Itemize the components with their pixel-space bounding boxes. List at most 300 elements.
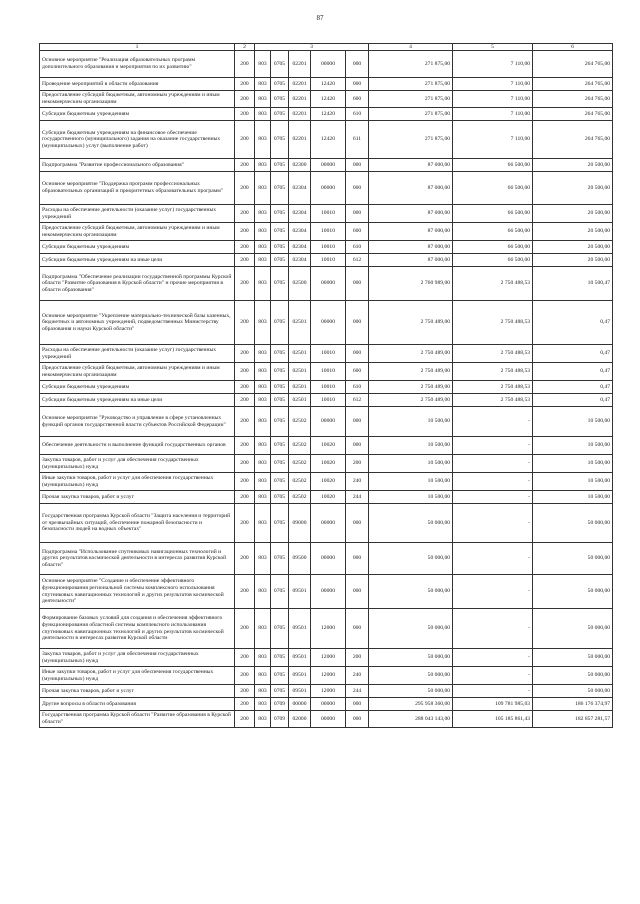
code-cs1: 09501 [289,649,311,667]
code-cs1: 02304 [289,223,311,241]
code-cs2: 12420 [311,78,346,91]
code-cs2: 10010 [311,381,346,394]
row-name: Обеспечение деятельности и выполнение функций государственных органов [40,437,235,455]
code-cs1: 02501 [289,381,311,394]
code-vr: 000 [346,51,369,78]
table-row [40,711,613,728]
amount-approved: 87 000,00 [369,172,453,205]
code-cs1: 02502 [289,407,311,437]
code-rz: 803 [255,543,271,575]
code-rz: 803 [255,51,271,78]
code-rz: 803 [255,78,271,91]
code-vr: 000 [346,78,369,91]
row-name: Субсидии бюджетным учреждениям на иные цели [40,394,235,407]
header-cell: 1 [40,44,235,51]
code-rz: 803 [255,609,271,649]
code-cs2: 00000 [311,51,346,78]
table-row [40,51,613,78]
code-cs2: 00000 [311,301,346,345]
code-cs2: 10010 [311,254,346,267]
amount-approved: 87 000,00 [369,223,453,241]
amount-executed: - [453,649,533,667]
code-rz: 803 [255,267,271,301]
code-rz: 803 [255,223,271,241]
code-cs1: 02500 [289,267,311,301]
amount-approved: 2 750 489,00 [369,301,453,345]
amount-remaining: 0,47 [533,301,613,345]
amount-remaining: 10 500,00 [533,437,613,455]
amount-remaining: 182 857 281,57 [533,711,613,728]
table-row [40,407,613,437]
table-row [40,575,613,609]
code-gr: 200 [235,381,255,394]
code-vr: 000 [346,407,369,437]
amount-remaining: 10 500,47 [533,267,613,301]
amount-executed: 109 781 985,03 [453,698,533,711]
table-row [40,363,613,381]
row-name: Предоставление субсидий бюджетным, автономным учреждениям и иным некоммерческим организациям [40,91,235,108]
amount-executed: 2 750 488,53 [453,301,533,345]
code-gr: 200 [235,575,255,609]
code-vr: 612 [346,394,369,407]
code-gr: 200 [235,51,255,78]
amount-remaining: 20 500,00 [533,172,613,205]
code-vr: 000 [346,159,369,172]
code-gr: 200 [235,504,255,543]
amount-executed: - [453,667,533,685]
code-vr: 000 [346,711,369,728]
code-cs2: 10020 [311,437,346,455]
code-cs1: 09501 [289,667,311,685]
table-row [40,267,613,301]
budget-table [39,43,613,728]
amount-remaining: 20 500,00 [533,205,613,223]
amount-executed: 66 500,00 [453,254,533,267]
code-vr: 240 [346,667,369,685]
amount-remaining: 50 000,00 [533,543,613,575]
code-cs1: 02304 [289,241,311,254]
code-cs2: 10010 [311,345,346,363]
amount-approved: 288 043 143,00 [369,711,453,728]
code-gr: 200 [235,254,255,267]
code-vr: 240 [346,473,369,491]
row-name: Предоставление субсидий бюджетным, автономным учреждениям и иным некоммерческим организациям [40,363,235,381]
amount-approved: 50 000,00 [369,575,453,609]
amount-remaining: 50 000,00 [533,649,613,667]
code-cs2: 10020 [311,473,346,491]
code-vr: 600 [346,223,369,241]
row-name: Подпрограмма "Развитие профессионального образования" [40,159,235,172]
amount-approved: 271 875,00 [369,108,453,121]
code-rz: 803 [255,698,271,711]
code-cs2: 10010 [311,241,346,254]
code-vr: 000 [346,575,369,609]
amount-approved: 87 000,00 [369,241,453,254]
code-gr: 200 [235,609,255,649]
amount-remaining: 264 765,00 [533,108,613,121]
amount-approved: 87 000,00 [369,254,453,267]
amount-remaining: 20 500,00 [533,159,613,172]
amount-remaining: 0,47 [533,381,613,394]
code-gr: 200 [235,455,255,473]
amount-executed: 7 110,00 [453,51,533,78]
row-name: Государственная программа Курской области "Развитие образования в Курской области" [40,711,235,728]
code-vr: 612 [346,254,369,267]
code-pr: 0709 [271,711,289,728]
code-vr: 610 [346,241,369,254]
code-rz: 803 [255,685,271,698]
code-pr: 0705 [271,121,289,159]
code-cs1: 02501 [289,301,311,345]
amount-executed: - [453,407,533,437]
amount-remaining: 264 765,00 [533,78,613,91]
row-name: Иные закупки товаров, работ и услуг для обеспечения государственных (муниципальных) нужд [40,473,235,491]
code-cs1: 02000 [289,711,311,728]
row-name: Субсидии бюджетным учреждениям [40,381,235,394]
code-vr: 000 [346,301,369,345]
code-vr: 200 [346,649,369,667]
code-gr: 200 [235,473,255,491]
code-pr: 0705 [271,407,289,437]
amount-remaining: 50 000,00 [533,609,613,649]
code-cs1: 09500 [289,543,311,575]
code-gr: 200 [235,345,255,363]
amount-executed: 2 750 488,53 [453,267,533,301]
row-name: Основное мероприятие "Поддержка программ профессиональных образовательных организаций и приоритетных образовательных программ" [40,172,235,205]
amount-remaining: 0,47 [533,394,613,407]
amount-approved: 87 000,00 [369,205,453,223]
amount-remaining: 10 500,00 [533,407,613,437]
code-cs1: 09501 [289,685,311,698]
code-gr: 200 [235,91,255,108]
table-row [40,491,613,504]
amount-approved: 10 500,00 [369,455,453,473]
code-pr: 0705 [271,301,289,345]
code-cs2: 12000 [311,685,346,698]
code-rz: 803 [255,108,271,121]
code-cs1: 02501 [289,345,311,363]
code-cs1: 02304 [289,254,311,267]
code-cs2: 10010 [311,394,346,407]
code-cs2: 10010 [311,223,346,241]
amount-remaining: 264 765,00 [533,91,613,108]
amount-executed: 2 750 488,53 [453,345,533,363]
code-pr: 0705 [271,473,289,491]
code-vr: 000 [346,543,369,575]
table-row [40,394,613,407]
code-pr: 0705 [271,159,289,172]
code-cs2: 00000 [311,267,346,301]
code-vr: 000 [346,437,369,455]
code-vr: 200 [346,455,369,473]
amount-remaining: 20 500,00 [533,254,613,267]
code-rz: 803 [255,363,271,381]
row-name: Основное мероприятие "Создание и обеспечение эффективного функционирования региональной системы комплексного использования спутниковых навигационных технологий и других результатов космической деятельности" [40,575,235,609]
code-rz: 803 [255,491,271,504]
amount-executed: - [453,685,533,698]
code-vr: 000 [346,609,369,649]
amount-remaining: 20 500,00 [533,241,613,254]
row-name: Прочая закупка товаров, работ и услуг [40,491,235,504]
amount-remaining: 50 000,00 [533,504,613,543]
table-row [40,241,613,254]
table-row [40,685,613,698]
code-cs2: 10020 [311,491,346,504]
amount-approved: 50 000,00 [369,685,453,698]
header-cell: 6 [533,44,613,51]
code-rz: 803 [255,407,271,437]
code-pr: 0705 [271,667,289,685]
row-name: Субсидии бюджетным учреждениям [40,241,235,254]
code-rz: 803 [255,159,271,172]
amount-executed: - [453,504,533,543]
table-row [40,108,613,121]
code-pr: 0705 [271,575,289,609]
code-pr: 0709 [271,698,289,711]
amount-remaining: 0,47 [533,363,613,381]
amount-remaining: 10 500,00 [533,473,613,491]
row-name: Закупка товаров, работ и услуг для обеспечения государственных (муниципальных) нужд [40,455,235,473]
code-gr: 200 [235,241,255,254]
amount-executed: 66 500,00 [453,172,533,205]
amount-approved: 271 875,00 [369,78,453,91]
code-gr: 200 [235,301,255,345]
code-cs2: 12000 [311,649,346,667]
row-name: Основное мероприятие "Укрепление материально-технической базы казенных, бюджетных и автономных учреждений, подведомственных Министерству образования и науки Курской области" [40,301,235,345]
table-row [40,223,613,241]
amount-executed: 7 110,00 [453,121,533,159]
code-cs1: 02201 [289,108,311,121]
code-rz: 803 [255,667,271,685]
amount-remaining: 264 765,00 [533,51,613,78]
code-cs2: 10010 [311,205,346,223]
row-name: Другие вопросы в области образования [40,698,235,711]
amount-executed: - [453,437,533,455]
code-pr: 0705 [271,267,289,301]
code-pr: 0705 [271,491,289,504]
amount-executed: 7 110,00 [453,108,533,121]
code-rz: 803 [255,504,271,543]
table-row [40,159,613,172]
amount-approved: 10 500,00 [369,491,453,504]
table-row [40,667,613,685]
header-cell: 4 [369,44,453,51]
code-cs2: 00000 [311,172,346,205]
code-pr: 0705 [271,223,289,241]
table-row [40,473,613,491]
amount-executed: 2 750 488,53 [453,394,533,407]
code-cs1: 09501 [289,575,311,609]
code-cs1: 02300 [289,159,311,172]
table-row [40,504,613,543]
code-cs1: 02304 [289,205,311,223]
amount-executed: 2 750 488,53 [453,381,533,394]
code-rz: 803 [255,649,271,667]
amount-approved: 50 000,00 [369,649,453,667]
amount-executed: 7 110,00 [453,91,533,108]
code-rz: 803 [255,711,271,728]
header-cell: 2 [235,44,255,51]
amount-approved: 10 500,00 [369,437,453,455]
code-gr: 200 [235,407,255,437]
code-pr: 0705 [271,78,289,91]
table-row [40,609,613,649]
amount-remaining: 50 000,00 [533,667,613,685]
code-pr: 0705 [271,437,289,455]
code-cs2: 00000 [311,504,346,543]
page-number: 87 [316,14,324,22]
code-gr: 200 [235,108,255,121]
row-name: Проведение мероприятий в области образования [40,78,235,91]
code-vr: 000 [346,698,369,711]
code-pr: 0705 [271,394,289,407]
code-pr: 0705 [271,685,289,698]
code-pr: 0705 [271,51,289,78]
code-cs1: 02502 [289,437,311,455]
amount-approved: 2 750 489,00 [369,345,453,363]
row-name: Субсидии бюджетным учреждениям [40,108,235,121]
header-cell: 5 [453,44,533,51]
amount-approved: 271 875,00 [369,91,453,108]
code-gr: 200 [235,394,255,407]
code-rz: 803 [255,241,271,254]
code-gr: 200 [235,172,255,205]
header-cell: 3 [255,44,369,51]
code-vr: 610 [346,381,369,394]
table-row [40,649,613,667]
row-name: Предоставление субсидий бюджетным, автономным учреждениям и иным некоммерческим организациям [40,223,235,241]
table-row [40,172,613,205]
code-pr: 0705 [271,91,289,108]
amount-approved: 50 000,00 [369,543,453,575]
code-rz: 803 [255,437,271,455]
table-row [40,543,613,575]
amount-approved: 2 750 489,00 [369,381,453,394]
code-gr: 200 [235,698,255,711]
amount-remaining: 10 500,00 [533,491,613,504]
header-row [40,44,613,51]
code-pr: 0705 [271,241,289,254]
code-gr: 200 [235,649,255,667]
table-row [40,254,613,267]
code-vr: 000 [346,205,369,223]
code-gr: 200 [235,685,255,698]
table-row [40,121,613,159]
code-vr: 611 [346,121,369,159]
row-name: Основное мероприятие "Реализация образовательных программ дополнительного образования и мероприятия по их развитию" [40,51,235,78]
code-gr: 200 [235,78,255,91]
amount-executed: 66 500,00 [453,159,533,172]
code-vr: 600 [346,91,369,108]
code-vr: 600 [346,363,369,381]
code-cs1: 02502 [289,455,311,473]
code-cs2: 12420 [311,108,346,121]
amount-executed: - [453,543,533,575]
code-rz: 803 [255,394,271,407]
code-gr: 200 [235,667,255,685]
code-cs2: 10010 [311,363,346,381]
amount-remaining: 50 000,00 [533,685,613,698]
code-pr: 0705 [271,345,289,363]
code-gr: 200 [235,159,255,172]
amount-approved: 2 750 489,00 [369,394,453,407]
amount-approved: 10 500,00 [369,473,453,491]
code-gr: 200 [235,223,255,241]
amount-executed: 7 110,00 [453,78,533,91]
table-row [40,205,613,223]
code-cs1: 09501 [289,609,311,649]
row-name: Подпрограмма "Использование спутниковых навигационных технологий и других результатов космической деятельности в интересах развития Курской области" [40,543,235,575]
code-gr: 200 [235,121,255,159]
amount-executed: - [453,473,533,491]
code-cs1: 02502 [289,473,311,491]
amount-executed: - [453,455,533,473]
table-row [40,455,613,473]
code-rz: 803 [255,473,271,491]
row-name: Прочая закупка товаров, работ и услуг [40,685,235,698]
code-cs2: 12420 [311,121,346,159]
amount-approved: 271 875,00 [369,51,453,78]
code-cs2: 00000 [311,543,346,575]
amount-executed: - [453,609,533,649]
table-row [40,698,613,711]
code-cs2: 00000 [311,711,346,728]
row-name: Иные закупки товаров, работ и услуг для обеспечения государственных (муниципальных) нужд [40,667,235,685]
code-pr: 0705 [271,543,289,575]
code-cs2: 00000 [311,159,346,172]
amount-approved: 50 000,00 [369,667,453,685]
code-vr: 610 [346,108,369,121]
amount-approved: 271 875,00 [369,121,453,159]
code-pr: 0705 [271,504,289,543]
amount-approved: 87 000,00 [369,159,453,172]
code-pr: 0705 [271,455,289,473]
amount-executed: 66 500,00 [453,223,533,241]
amount-remaining: 264 765,00 [533,121,613,159]
amount-executed: 66 500,00 [453,205,533,223]
amount-executed: 2 750 488,53 [453,363,533,381]
amount-approved: 50 000,00 [369,504,453,543]
amount-approved: 295 958 360,00 [369,698,453,711]
row-name: Расходы на обеспечение деятельности (оказание услуг) государственных учреждений [40,345,235,363]
code-vr: 000 [346,345,369,363]
code-cs1: 00000 [289,698,311,711]
code-cs2: 12000 [311,667,346,685]
code-gr: 200 [235,205,255,223]
amount-executed: 66 500,00 [453,241,533,254]
code-cs2: 00000 [311,407,346,437]
code-cs1: 02201 [289,121,311,159]
code-cs1: 02201 [289,78,311,91]
code-rz: 803 [255,301,271,345]
table-row [40,381,613,394]
row-name: Государственная программа Курской области "Защита населения и территорий от чрезвычайных ситуаций, обеспечение пожарной безопасности и безопасности людей на водных объектах" [40,504,235,543]
code-cs1: 09000 [289,504,311,543]
code-cs1: 02502 [289,491,311,504]
amount-remaining: 186 176 374,97 [533,698,613,711]
code-gr: 200 [235,437,255,455]
code-vr: 000 [346,504,369,543]
code-cs1: 02501 [289,363,311,381]
amount-approved: 10 500,00 [369,407,453,437]
code-vr: 244 [346,685,369,698]
row-name: Формирование базовых условий для создания и обеспечения эффективного функционирования областной системы комплексного использования спутниковых навигационных технологий и других результатов космической деятельности в интересах развития Курской области [40,609,235,649]
row-name: Закупка товаров, работ и услуг для обеспечения государственных (муниципальных) нужд [40,649,235,667]
code-cs1: 02501 [289,394,311,407]
row-name: Субсидии бюджетным учреждениям на иные цели [40,254,235,267]
amount-executed: - [453,575,533,609]
code-cs2: 12420 [311,91,346,108]
